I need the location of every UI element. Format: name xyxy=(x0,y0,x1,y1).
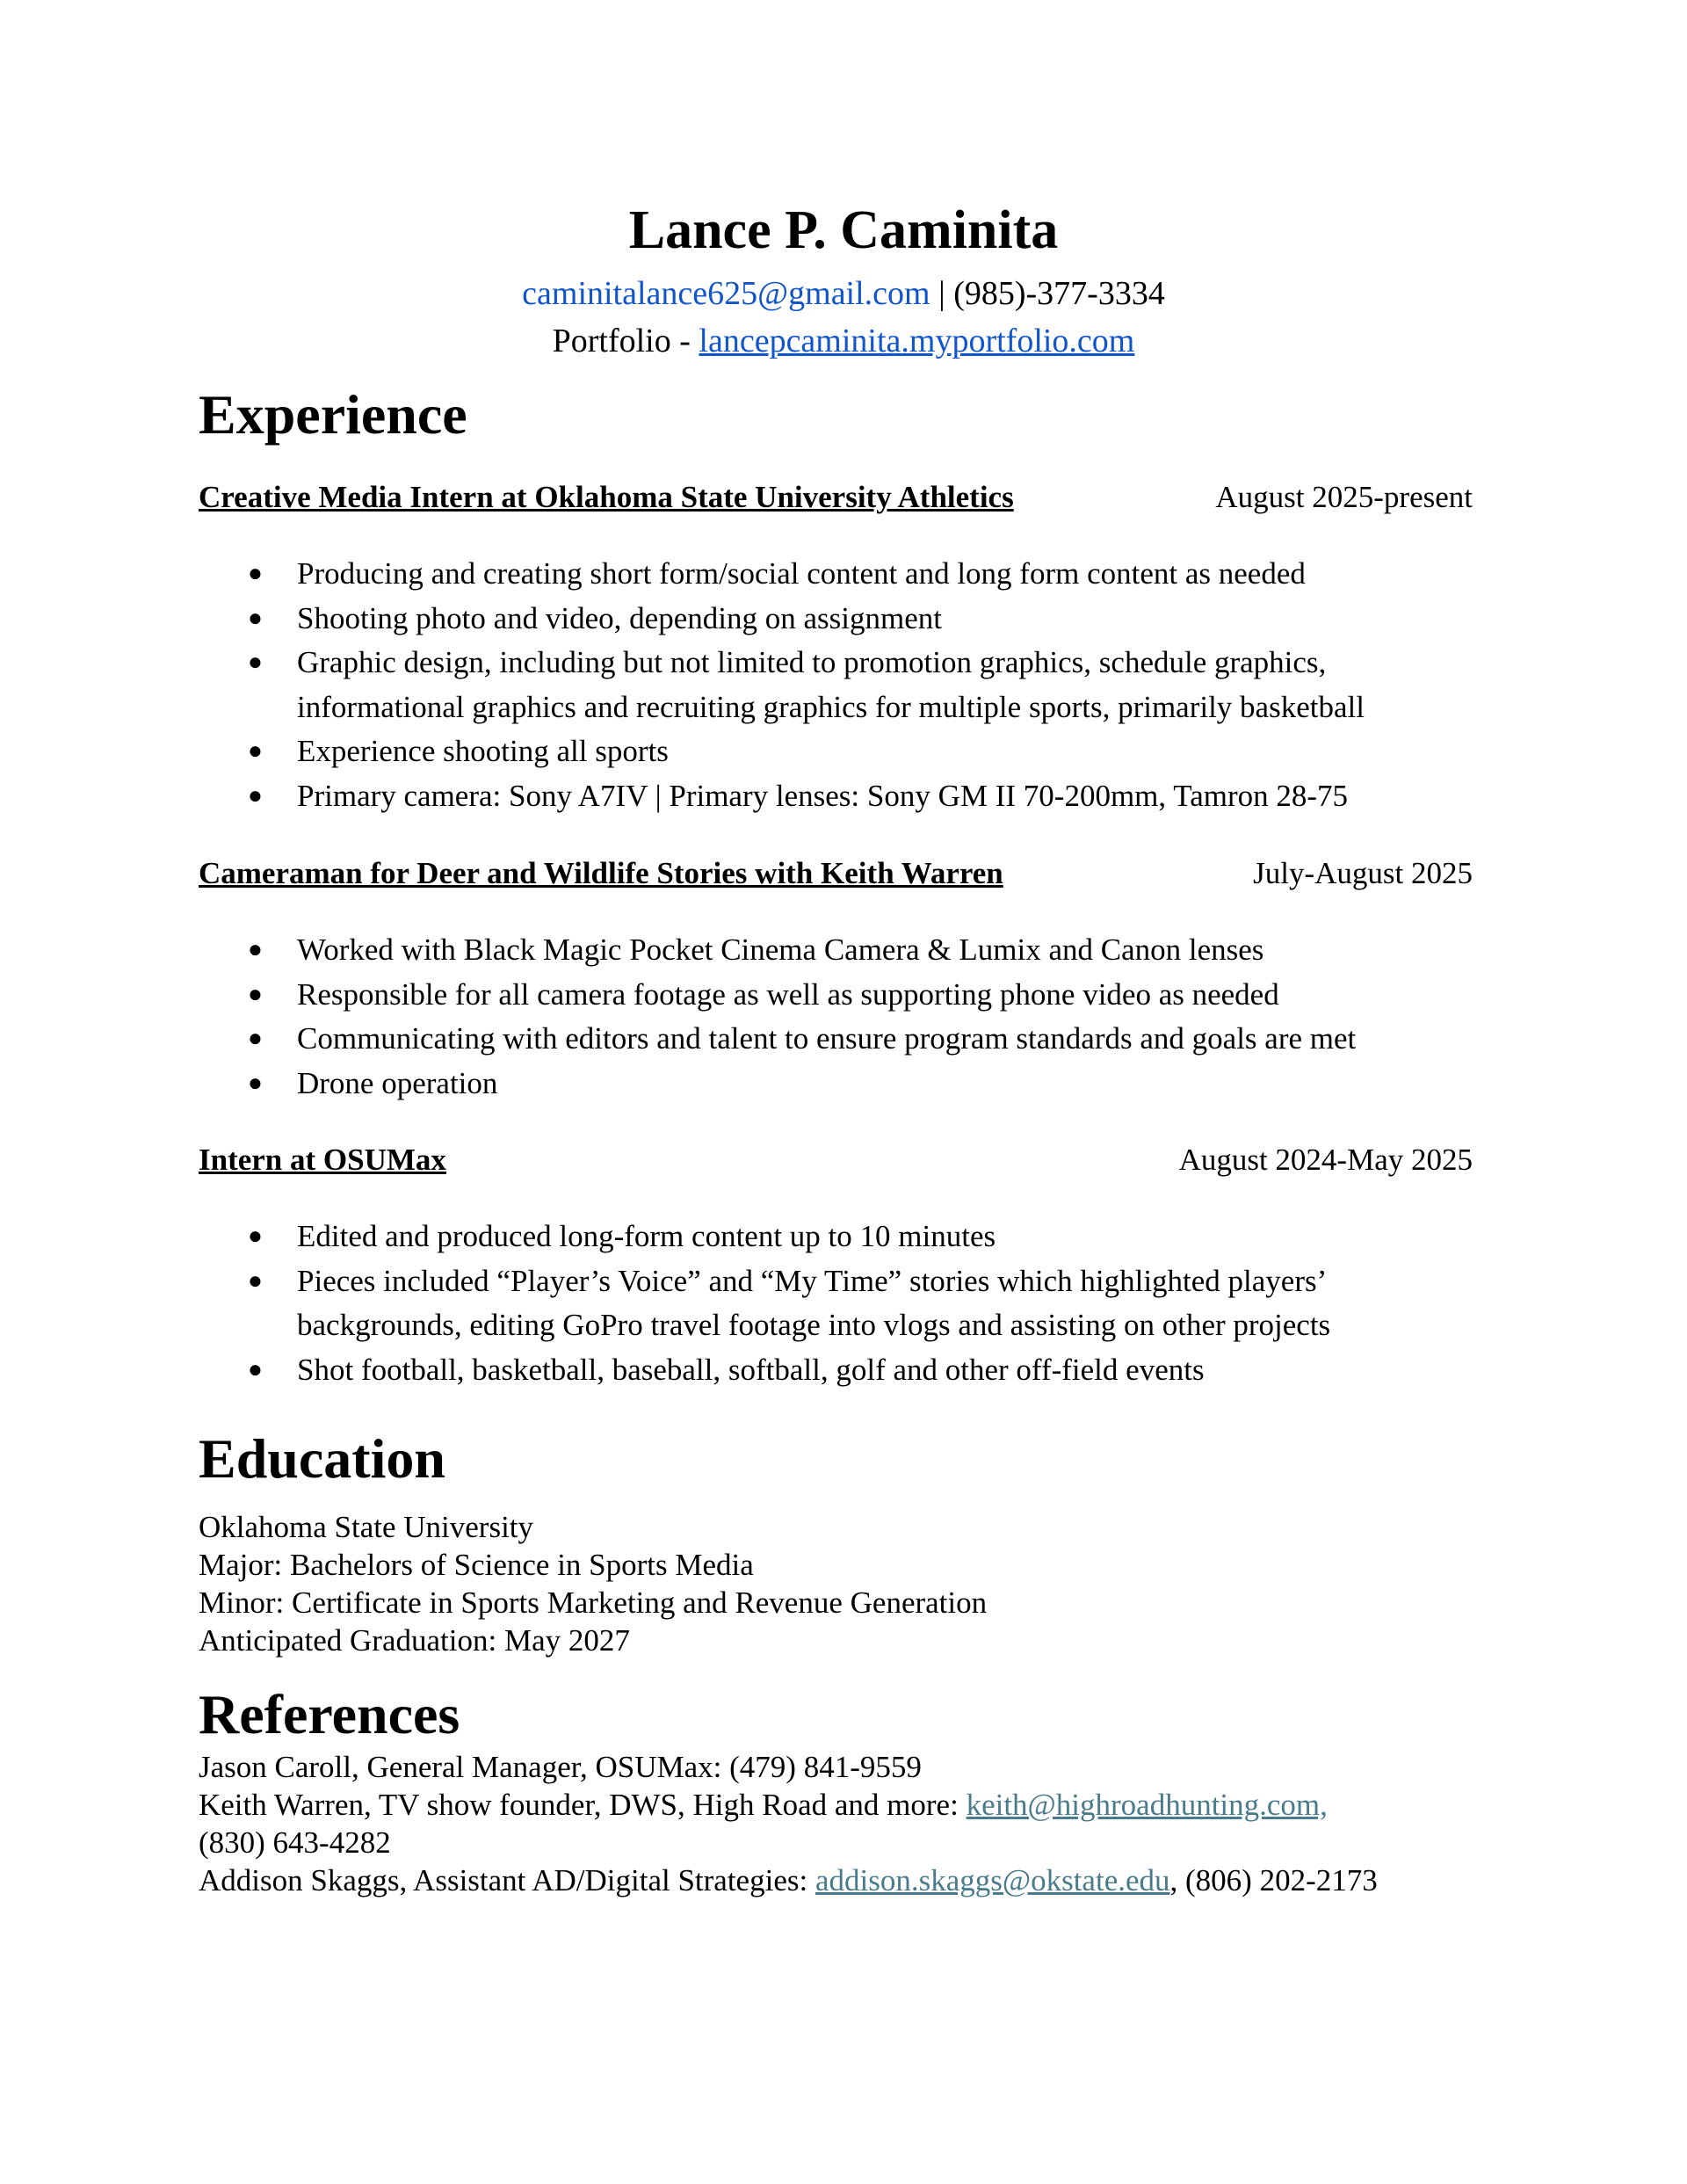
reference-line: Addison Skaggs, Assistant AD/Digital Strategies: addison.skaggs@okstate.edu, (806) 202-2173 xyxy=(199,1863,1378,1897)
education-line: Minor: Certificate in Sports Marketing and Revenue Generation xyxy=(199,1585,988,1620)
bullet-icon: ● xyxy=(248,1223,263,1250)
job-date: August 2024-May 2025 xyxy=(1178,1143,1473,1177)
bullet-icon: ● xyxy=(248,1355,263,1383)
reference-line: Jason Caroll, General Manager, OSUMax: (479) 841-9559 xyxy=(199,1750,922,1784)
reference-line: (830) 643-4282 xyxy=(199,1825,391,1860)
job-title: Cameraman for Deer and Wildlife Stories with Keith Warren xyxy=(199,856,1003,890)
bullet-item: ● Worked with Black Magic Pocket Cinema Camera & Lumix and Canon lenses xyxy=(199,928,1490,973)
bullet-item: ● Edited and produced long-form content up to 10 minutes xyxy=(199,1215,1490,1259)
bullet-icon: ● xyxy=(248,649,263,676)
education-line: Major: Bachelors of Science in Sports Media xyxy=(199,1548,754,1582)
bullet-item: ● Shot football, basketball, baseball, softball, golf and other off-field events xyxy=(199,1348,1490,1393)
bullet-icon: ● xyxy=(248,781,263,809)
reference-email-link[interactable]: addison.skaggs@okstate.edu xyxy=(815,1863,1170,1897)
bullet-item: ● Shooting photo and video, depending on assignment xyxy=(199,597,1490,642)
job-title: Intern at OSUMax xyxy=(199,1143,446,1177)
phone-number: (985)-377-3334 xyxy=(953,275,1165,312)
bullet-item: ● Producing and creating short form/social content and long form content as needed xyxy=(199,552,1490,597)
bullet-icon: ● xyxy=(248,560,263,587)
bullet-icon: ● xyxy=(248,980,263,1008)
portfolio-label: Portfolio - xyxy=(552,323,699,359)
portfolio-line xyxy=(0,320,1687,362)
portfolio-link[interactable]: lancepcaminita.myportfolio.com xyxy=(699,323,1135,359)
job-date: August 2025-present xyxy=(1215,480,1473,514)
bullet-item: ● Communicating with editors and talent to ensure program standards and goals are met xyxy=(199,1017,1490,1062)
bullet-item: ● Responsible for all camera footage as well as supporting phone video as needed xyxy=(199,973,1490,1018)
bullet-item: ● Primary camera: Sony A7IV | Primary lenses: Sony GM II 70-200mm, Tamron 28-75 xyxy=(199,774,1490,819)
bullet-icon: ● xyxy=(248,737,263,765)
bullet-icon: ● xyxy=(248,936,263,963)
bullet-icon: ● xyxy=(248,1069,263,1097)
bullet-item: ● Experience shooting all sports xyxy=(199,729,1490,774)
bullet-item: ● Graphic design, including but not limited to promotion graphics, schedule graphics, informational graphics and recruiting graphics for multiple sports, primarily basketball xyxy=(199,641,1490,729)
experience-heading: Experience xyxy=(199,383,467,446)
bullet-icon: ● xyxy=(248,1266,263,1295)
bullet-item: ● Drone operation xyxy=(199,1062,1490,1107)
job-bullets xyxy=(199,552,1490,818)
references-heading: References xyxy=(199,1683,460,1745)
education-line: Anticipated Graduation: May 2027 xyxy=(199,1623,630,1658)
bullet-icon: ● xyxy=(248,604,263,632)
job-bullets xyxy=(199,928,1490,1106)
bullet-icon: ● xyxy=(248,1025,263,1052)
contact-line xyxy=(0,272,1687,315)
email-link[interactable]: caminitalance625@gmail.com xyxy=(522,275,930,312)
resume-name: Lance P. Caminita xyxy=(628,200,1059,260)
reference-line: Keith Warren, TV show founder, DWS, High Road and more: keith@highroadhunting.com, xyxy=(199,1788,1328,1822)
reference-email-link[interactable]: keith@highroadhunting.com, xyxy=(966,1788,1328,1822)
job-bullets xyxy=(199,1215,1490,1392)
job-date: July-August 2025 xyxy=(1253,856,1473,890)
job-title: Creative Media Intern at Oklahoma State University Athletics xyxy=(199,480,1014,514)
bullet-item: ● Pieces included “Player’s Voice” and “My Time” stories which highlighted players’ backgrounds, editing GoPro travel footage into vlogs and assisting on other projects xyxy=(199,1259,1490,1348)
education-line: Oklahoma State University xyxy=(199,1510,534,1544)
education-heading: Education xyxy=(199,1427,445,1490)
contact-separator: | xyxy=(930,275,954,312)
